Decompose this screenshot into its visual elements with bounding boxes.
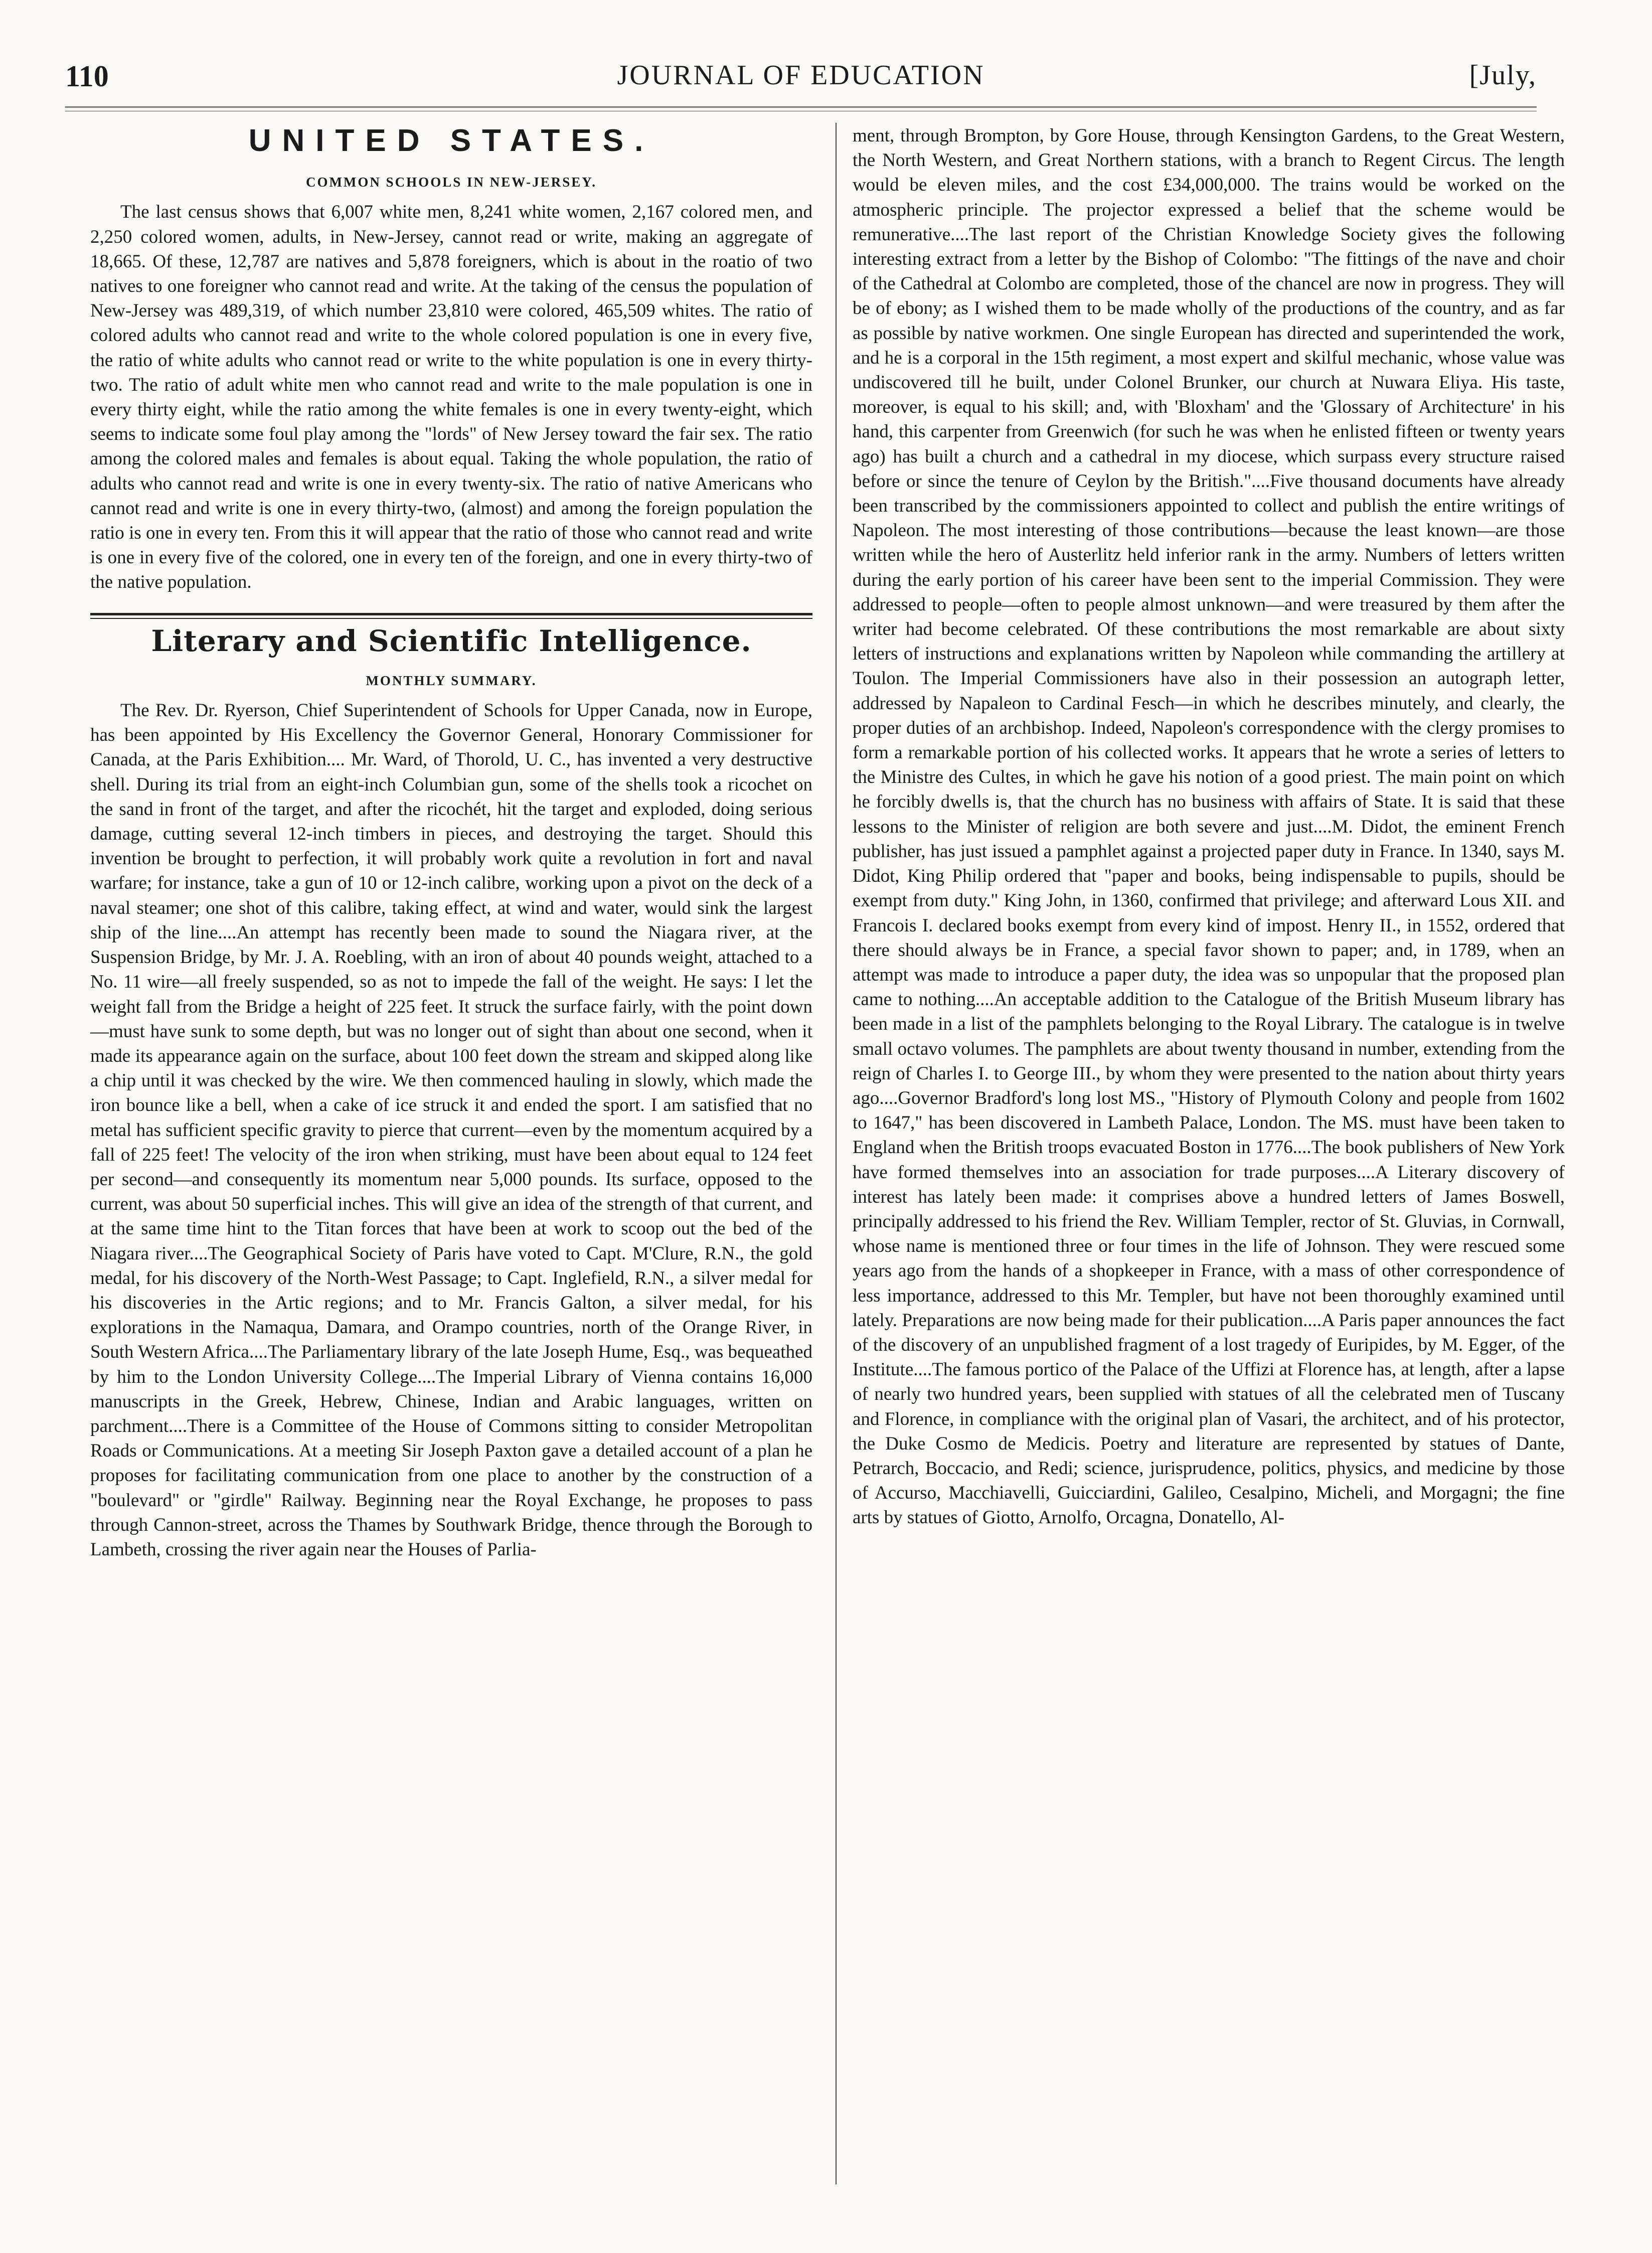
paragraph-new-jersey-census: The last census shows that 6,007 white men, 8,241 white women, 2,167 colored men, and 2,250 colored women, adults, in New-Jersey, cannot read or write, making an aggregate of 18,665. Of these, 12,787 are natives and 5,878 foreigners, which is about in the roatio of two natives to one foreigner who cannot read and write. At the taking of the census the population of New-Jersey was 489,319, of which number 23,810 were colored, 465,509 whites. The ratio of colored adults who cannot read and write to the whole colored population is one in every five, the ratio of white adults who cannot read or write to the white population is one in every thirty-two. The ratio of adult white men who cannot read and write to the male population is one in every thirty eight, while the ratio among the white females is one in every twenty-eight, which seems to indicate some foul play among the "lords" of New Jersey toward the fair sex. The ratio among the colored males and females is about equal. Taking the whole population, the ratio of adults who cannot read and write is one in every twenty-six. The ratio of native Americans who cannot read and write is one in every thirty-two, (almost) and among the foreign population the ratio is one in every ten. From this it will appear that the ratio of those who cannot read and write is one in every five of the colored, one in every ten of the foreign, and one in every thirty-two of the native population. xyxy=(90,202,812,593)
paragraph-monthly-summary: The Rev. Dr. Ryerson, Chief Superintendent of Schools for Upper Canada, now in Europe, has been appointed by His Excellency the Governor General, Honorary Commissioner for Canada, at the Paris Exhibition.... Mr. Ward, of Thorold, U. C., has invented a very destructive shell. During its trial from an eight-inch Columbian gun, some of the shells took a ricochet on the sand in front of the target, and after the ricochét, hit the target and exploded, doing serious damage, cutting several 12-inch timbers in pieces, and destroying the target. Should this invention be brought to perfection, it will probably work quite a revolution in fort and naval warfare; for instance, take a gun of 10 or 12-inch calibre, working upon a pivot on the deck of a naval steamer; one shot of this calibre, taking effect, at wind and water, would sink the largest ship of the line....An attempt has recently been made to sound the Niagara river, at the Suspension Bridge, by Mr. J. A. Roebling, with an iron of about 40 pounds weight, attached to a No. 11 wire—all freely suspended, so as not to impede the fall of the weight. He says: I let the weight fall from the Bridge a height of 225 feet. It struck the surface fairly, with the point down—must have sunk to some depth, but was no longer out of sight than about one second, when it made its appearance again on the surface, about 100 feet down the stream and skipped along like a chip until it was checked by the wire. We then commenced hauling in slowly, which made the iron bounce like a bell, when a cake of ice struck it and ended the sport. I am satisfied that no metal has sufficient specific gravity to pierce that current—even by the momentum acquired by a fall of 225 feet! The velocity of the iron when striking, must have been about equal to 124 feet per second—and consequently its momentum near 5,000 pounds. Its surface, opposed to the current, was about 50 superficial inches. This will give an idea of the strength of that current, and at the same time hint to the Titan forces that have been at work to scoop out the bed of the Niagara river....The Geographical Society of Paris have voted to Capt. M'Clure, R.N., the gold medal, for his discovery of the North-West Passage; to Capt. Inglefield, R.N., a silver medal for his discoveries in the Artic regions; and to Mr. Francis Galton, a silver medal, for his explorations in the Namaqua, Damara, and Orampo countries, north of the Orange River, in South Western Africa....The Parliamentary library of the late Joseph Hume, Esq., was bequeathed by him to the London University College....The Imperial Library of Vienna contains 16,000 manuscripts in the Greek, Hebrew, Chinese, Indian and Arabic languages, written on parchment....There is a Committee of the House of Commons sitting to consider Metropolitan Roads or Communications. At a meeting Sir Joseph Paxton gave a detailed account of a plan he proposes for facilitating communication from one place to another by the construction of a "boulevard" or "girdle" Railway. Beginning near the Royal Exchange, he proposes to pass through Cannon-street, across the Thames by Southwark Bridge, thence through the Borough to Lambeth, crossing the river again near the Houses of Parlia- xyxy=(90,700,812,1560)
section-subtitle-common-schools: COMMON SCHOOLS IN NEW-JERSEY. xyxy=(305,175,597,190)
section-subtitle-monthly-summary: MONTHLY SUMMARY. xyxy=(366,673,537,688)
section-divider-rule xyxy=(90,613,812,619)
section-title-united-states: UNITED STATES. xyxy=(248,123,654,158)
paragraph-monthly-summary-continued: ment, through Brompton, by Gore House, through Kensington Gardens, to the Great Western, the North Western, and Great Northern stations, with a branch to Regent Circus. The length would be eleven miles, and the cost £34,000,000. The trains would be worked on the atmospheric principle. The projector expressed a belief that the scheme would be remunerative....The last report of the Christian Knowledge Society gives the following interesting extract from a letter by the Bishop of Colombo: "The fittings of the nave and choir of the Cathedral at Colombo are completed, those of the chancel are now in progress. They will be of ebony; as I wished them to be made wholly of the productions of the country, and as far as possible by native workmen. One single European has directed and superintended the work, and he is a corporal in the 15th regiment, a most expert and skilful mechanic, whose value was undiscovered till he built, under Colonel Brunker, our church at Nuwara Eliya. His taste, moreover, is equal to his skill; and, with 'Bloxham' and the 'Glossary of Architecture' in his hand, this carpenter from Greenwich (for such he was when he enlisted fifteen or twenty years ago) has built a church and a cathedral in my diocese, which surpass every structure raised before or since the tenure of Ceylon by the British."....Five thousand documents have already been transcribed by the commissioners appointed to collect and publish the entire writings of Napoleon. The most interesting of those contributions—because the least known—are those written while the hero of Austerlitz held inferior rank in the army. Numbers of letters written during the early portion of his career have been sent to the imperial Commission. They were addressed to people—often to people almost unknown—and were treasured by them after the writer had become celebrated. Of these contributions the most remarkable are about sixty letters of instructions and explanations written by Napoleon while commanding the artillery at Toulon. The Imperial Commissioners have also in their possession an autograph letter, addressed by Napaleon to Cardinal Fesch—in which he describes minutely, and clearly, the proper duties of an archbishop. Indeed, Napoleon's correspondence with the clergy promises to form a remarkable portion of his collected works. It appears that he wrote a series of letters to the Ministre des Cultes, in which he gave his notion of a good priest. The main point on which he forcibly dwells is, that the church has no business with affairs of State. It is said that these lessons to the Minister of religion are both severe and just....M. Didot, the eminent French publisher, has just issued a pamphlet against a projected paper duty in France. In 1340, says M. Didot, King Philip ordered that "paper and books, being indispensable to pupils, should be exempt from duty." King John, in 1360, confirmed that privilege; and afterward Lous XII. and Francois I. declared books exempt from every kind of impost. Henry II., in 1552, ordered that there should always be in France, a special favor shown to paper; and, in 1789, when an attempt was made to introduce a paper duty, the idea was so unpopular that the proposed plan came to nothing....An acceptable addition to the Catalogue of the British Museum library has been made in a list of the pamphlets belonging to the Royal Library. The catalogue is in twelve small octavo volumes. The pamphlets are about twenty thousand in number, extending from the reign of Charles I. to George III., by whom they were presented to the nation about thirty years ago....Governor Bradford's long lost MS., "History of Plymouth Colony and people from 1602 to 1647," has been discovered in Lambeth Palace, London. The MS. must have been taken to England when the British troops evacuated Boston in 1776....The book publishers of New York have formed themselves into an association for trade purposes....A Literary discovery of interest has lately been made: it comprises above a hundred letters of James Boswell, principally addressed to his friend the Rev. William Templer, rector of St. Gluvias, in Cornwall, whose name is mentioned three or four times in the life of Johnson. They were rescued some years ago from the hands of a shopkeeper in France, with a mass of other correspondence of less importance, addressed to this Mr. Templer, but have not been thoroughly examined until lately. Preparations are now being made for their publication....A Paris paper announces the fact of the discovery of an unpublished fragment of a lost tragedy of Euripides, by M. Egger, of the Institute....The famous portico of the Palace of the Uffizi at Florence has, at length, after a lapse of nearly two hundred years, been supplied with statues of all the celebrated men of Tuscany and Florence, in compliance with the original plan of Vasari, the architect, and of his protector, the Duke Cosmo de Medicis. Poetry and literature are represented by statues of Dante, Petrarch, Boccacio, and Redi; science, jurisprudence, politics, physics, and medicine by those of Accurso, Macchiavelli, Guicciardini, Galileo, Cesalpino, Micheli, and Morgagni; the fine arts by statues of Giotto, Arnolfo, Orcagna, Donatello, Al- xyxy=(853,125,1565,1528)
header-rule xyxy=(65,106,1537,111)
header-month: [July, xyxy=(1469,60,1537,91)
left-column xyxy=(90,123,812,1562)
running-header xyxy=(65,59,1537,104)
column-divider xyxy=(836,123,837,2184)
journal-title: JOURNAL OF EDUCATION xyxy=(617,60,985,91)
right-column xyxy=(853,123,1565,1530)
page-number: 110 xyxy=(65,60,109,93)
section-title-literary-intelligence: Literary and Scientific Intelligence. xyxy=(151,623,752,658)
